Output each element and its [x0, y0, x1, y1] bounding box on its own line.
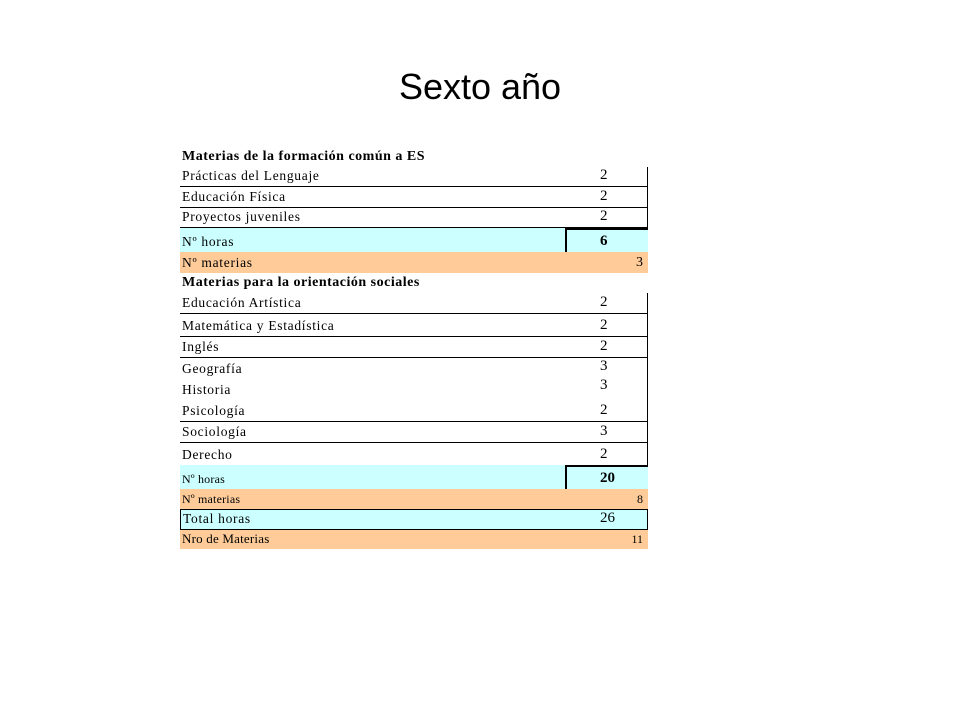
hours-total-row-orientation	[180, 465, 648, 489]
subject-name: Prácticas del Lenguaje	[182, 168, 320, 183]
hours-total-value: 20	[600, 470, 615, 486]
subjects-count-label: Nº materias	[182, 492, 241, 506]
total-subjects-row	[180, 530, 648, 549]
subject-hours: 2	[600, 338, 608, 354]
subject-name: Derecho	[182, 447, 233, 462]
subjects-count-value: 3	[636, 254, 643, 270]
table-row	[180, 167, 648, 188]
total-subjects-label: Nro de Materias	[182, 531, 270, 546]
table-row	[180, 443, 648, 465]
subjects-count-row-orientation	[180, 489, 648, 509]
table-row	[180, 400, 648, 422]
table-row	[180, 422, 648, 443]
subjects-count-row-common	[180, 252, 648, 273]
study-plan-table	[180, 146, 648, 549]
table-row	[180, 293, 648, 314]
slide-title: Sexto año	[398, 66, 562, 107]
table-row	[180, 379, 648, 400]
section-header-common	[180, 146, 648, 167]
hours-total-value: 6	[600, 233, 608, 249]
total-subjects-value: 11	[631, 532, 643, 546]
subject-hours: 2	[600, 294, 608, 310]
subject-hours: 3	[600, 377, 608, 393]
section-header-label: Materias de la formación común a ES	[182, 148, 426, 164]
subject-name: Historia	[182, 382, 232, 397]
table-row	[180, 337, 648, 358]
subject-hours: 2	[600, 317, 608, 333]
subject-name: Educación Artística	[182, 295, 302, 310]
subject-hours: 2	[600, 446, 608, 462]
table-row	[180, 314, 648, 337]
subject-hours: 2	[600, 402, 608, 418]
section-header-label: Materias para la orientación sociales	[182, 275, 420, 290]
hours-total-label: Nº horas	[182, 472, 225, 486]
table-row	[180, 208, 648, 229]
subject-name: Psicología	[182, 403, 246, 418]
hours-total-row-common	[180, 228, 648, 252]
subject-hours: 3	[600, 358, 608, 374]
subject-hours: 2	[600, 208, 608, 224]
section-header-orientation	[180, 273, 648, 294]
table-row	[180, 187, 648, 208]
subject-name: Proyectos juveniles	[182, 209, 301, 224]
subject-hours: 3	[600, 423, 608, 439]
subject-name: Inglés	[182, 339, 220, 354]
subjects-count-value: 8	[637, 492, 643, 506]
total-hours-value: 26	[600, 510, 615, 526]
table-row	[180, 358, 648, 379]
subject-name: Sociología	[182, 424, 247, 439]
subject-hours: 2	[600, 187, 608, 204]
subject-name: Geografía	[182, 361, 243, 376]
total-hours-row	[180, 509, 648, 530]
subject-name: Matemática y Estadística	[182, 318, 335, 333]
subject-hours: 2	[600, 167, 608, 183]
subjects-count-label: Nº materias	[182, 254, 253, 270]
subject-name: Educación Física	[182, 188, 286, 204]
total-hours-label: Total horas	[183, 511, 251, 526]
hours-total-label: Nº horas	[182, 234, 235, 249]
